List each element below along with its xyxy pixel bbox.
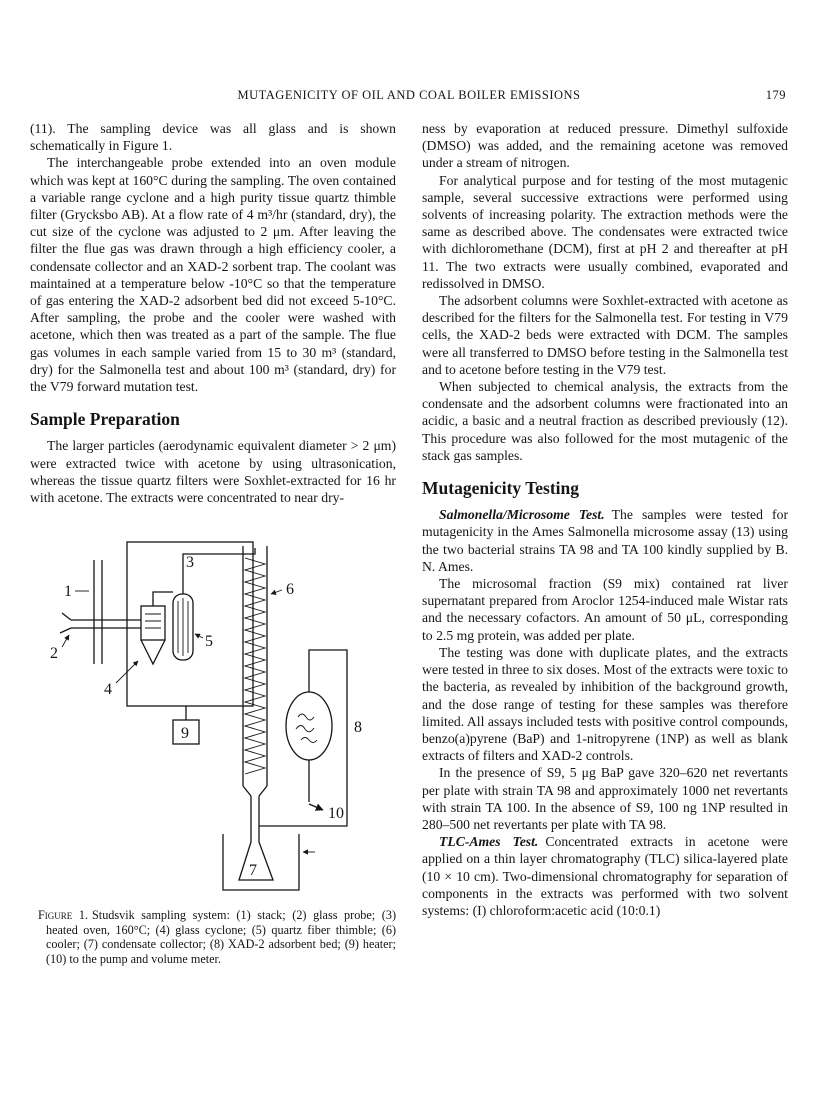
outlet-arrow — [309, 804, 323, 810]
figure-label-6: 6 — [286, 581, 294, 599]
figure-label-1: 1 — [64, 583, 72, 601]
paragraph-probe: The interchangeable probe extended into an oven module which was kept at 160°C during the sampling. The oven contained a variable range cyclone and a high purity tissue quartz thimble filter (Grycksbo AB). At a flow rate of 4 m³/hr (standard, dry), the cut size of the cyclone was adjusted to 2 μm. After leaving the filter the flue gas was drawn through a high efficiency cooler, a condensate collector and an XAD-2 sorbent trap. The coolant was maintained at a temperature below -10°C so that the temperature of gas entering the XAD-2 adsorbent bed did not exceed 5-10°C. After sampling, the probe and the cooler were washed with acetone, which then was treated as a part of the sample. The flue gas volumes in each sample varied from 15 to 30 m³ (standard, dry) for the Salmonella test and about 100 m³ (standard, dry) for the V79 forward mutation test. — [30, 155, 396, 395]
figure-label-5: 5 — [205, 633, 213, 651]
condensate-collector — [223, 824, 315, 890]
paragraph-testing: The testing was done with duplicate plates, and the extracts were tested in three to six doses. Most of the extracts were toxic to the bacteria, as revealed by inhibition of the background growth, and the dose range of testing for these samples was therefore limited. All assays included tests with positive control compounds, benzo(a)pyrene (BaP) and 1-nitropyrene (1NP) as well as blank extracts of filters and XAD-2 controls. — [422, 644, 788, 764]
paragraph-adsorbent: The adsorbent columns were Soxhlet-extracted with acetone as described for the filters for the Salmonella test. For testing in V79 cells, the XAD-2 beds were extracted with DCM. The samples were all transferred to DMSO before testing in the Salmonella test and to acetone before testing in the V79 test. — [422, 293, 788, 377]
sampling-system-schematic — [37, 534, 389, 902]
salmonella-microsome-lead: Salmonella/Microsome Test. — [439, 507, 605, 523]
figure-caption-text: Studsvik sampling system: (1) stack; (2) glass probe; (3) heated oven, 160°C; (4) glass cyclone; (5) quartz fiber thimble; (6) cooler; (7) condensate collector; (8) XAD-2 adsorbent bed; (9) heater; (10) to the pump and volume meter. — [46, 908, 397, 967]
page-number: 179 — [765, 88, 786, 102]
left-column — [30, 120, 396, 967]
paragraph-microsomal: The microsomal fraction (S9 mix) contained rat liver supernatant prepared from Aroclor 1254-induced male Wistar rats and the necessary cofactors. An amount of 50 μL, corresponding to 2.5 mg protein, was added per plate. — [422, 576, 788, 643]
paragraph-tlc — [422, 833, 788, 919]
cooler-coil — [243, 546, 267, 826]
glass-probe — [60, 613, 141, 633]
heading-sample-preparation: Sample Preparation — [30, 409, 180, 430]
tlc-ames-text: Concentrated extracts in acetone were applied on a thin layer chromatography (TLC) silica-layered plate (10 × 10 cm). Two-dimensional chromatography for separation of components in the extracts was performed with two solvent systems: (I) chloroform:acetic acid (10:0.1) — [422, 834, 788, 918]
running-title: MUTAGENICITY OF OIL AND COAL BOILER EMISSIONS — [237, 88, 581, 102]
figure-label-7: 7 — [249, 862, 257, 880]
two-column-body — [30, 120, 788, 967]
paragraph-particles: The larger particles (aerodynamic equivalent diameter > 2 μm) were extracted twice with acetone by using ultrasonication, whereas the tissue quartz filters were Soxhlet-extracted for 16 hr with acetone. The extracts were concentrated to near dry- — [30, 438, 396, 506]
tlc-ames-lead: TLC-Ames Test. — [439, 834, 539, 850]
label-6-arrow — [271, 590, 282, 594]
figure-label-4: 4 — [104, 681, 112, 699]
salmonella-microsome-text: The samples were tested for mutagenicity in the Ames Salmonella microsome assay (13) using the two bacterial strains TA 98 and TA 100 kindly supplied by B. N. Ames. — [422, 507, 788, 574]
right-column — [422, 120, 788, 967]
figure-label-2: 2 — [50, 645, 58, 663]
paragraph-continuation: (11). The sampling device was all glass and is shown schematically in Figure 1. — [30, 121, 396, 154]
figure-label-8: 8 — [354, 719, 362, 737]
paragraph-salmonella — [422, 506, 788, 575]
running-head — [30, 88, 788, 106]
figure-label-9: 9 — [181, 725, 189, 743]
figure-label-10: 10 — [328, 805, 344, 823]
figure-caption-lead: Figure 1. — [38, 908, 89, 923]
label-5-arrow — [195, 634, 203, 638]
figure-label-3: 3 — [186, 554, 194, 572]
figure-1-caption — [30, 908, 396, 966]
xad2-adsorbent-bed — [259, 650, 347, 826]
paragraph-analytical: For analytical purpose and for testing of the most mutagenic sample, several successive extractions were performed using solvents of increasing polarity. The extraction methods were the same as described above. The condensates were extracted twice with dichloromethane (DCM), first at pH 2 and thereafter at pH 11. The two extracts were usually combined, evaporated and redissolved in DMSO. — [422, 172, 788, 291]
paragraph-presence: In the presence of S9, 5 μg BaP gave 320–620 net revertants per plate with strain TA 98 and approximately 1000 net revertants with strain TA 100. In the absence of S9, 100 ng 1NP resulted in 280–500 net revertants per plate with TA 98. — [422, 765, 788, 832]
paragraph-ness: ness by evaporation at reduced pressure. Dimethyl sulfoxide (DMSO) was added, and the remaining acetone was removed under a stream of nitrogen. — [422, 121, 788, 171]
stack-lines — [94, 560, 102, 664]
label-2-arrow — [62, 635, 69, 647]
heading-mutagenicity-testing: Mutagenicity Testing — [422, 478, 580, 499]
glass-cyclone — [141, 592, 173, 664]
paragraph-chemical: When subjected to chemical analysis, the extracts from the condensate and the adsorbent columns were fractionated into an acidic, a basic and a neutral fraction as described previously (12). This procedure was also followed for the most mutagenic of the stack gas samples. — [422, 379, 788, 463]
figure-1-diagram — [37, 534, 389, 902]
